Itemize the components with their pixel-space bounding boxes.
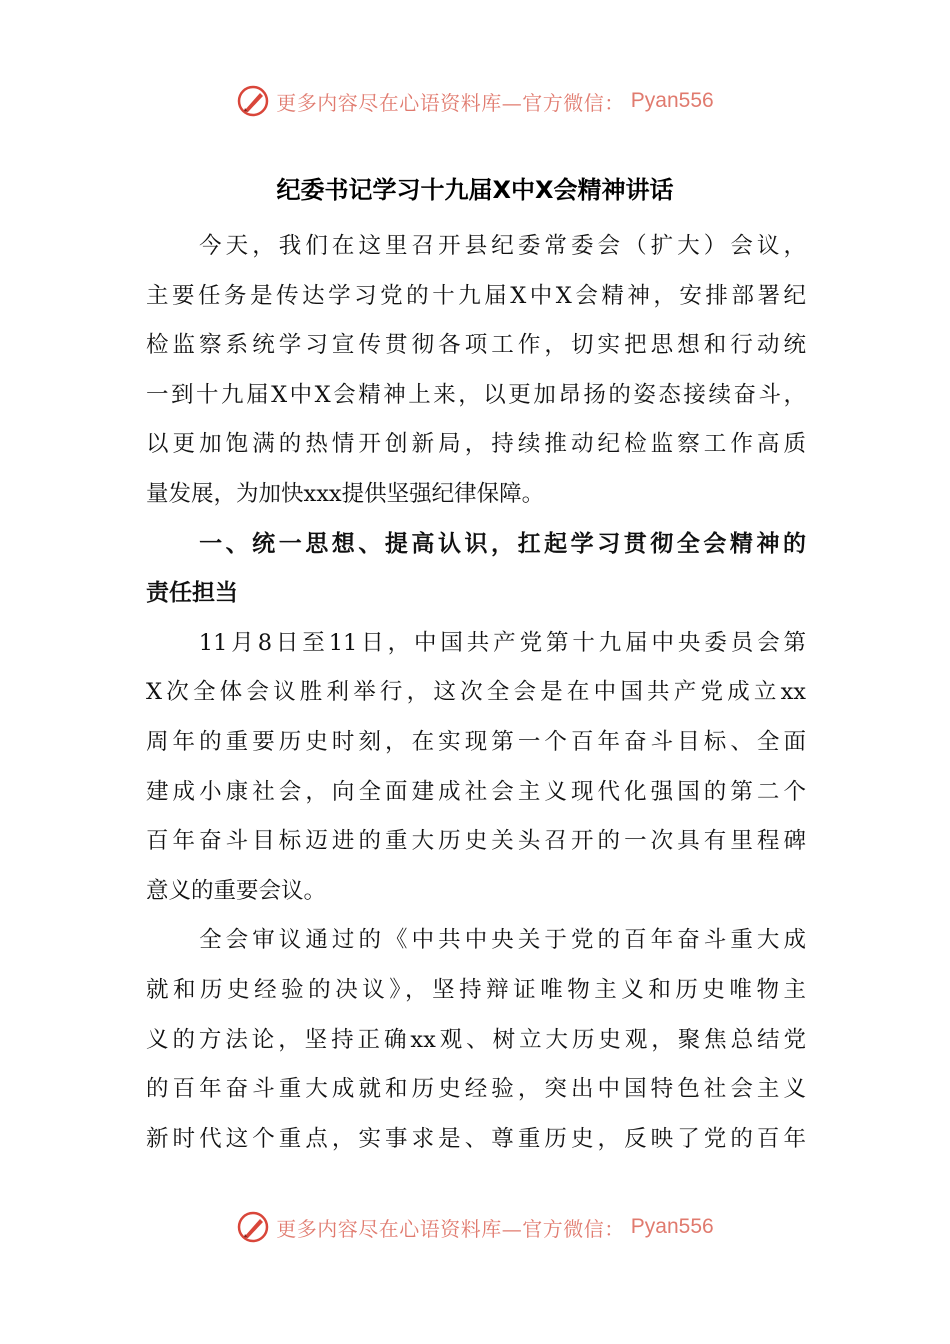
text-line: 新时代这个重点，实事求是、尊重历史，反映了党的百年: [146, 1125, 806, 1152]
watermark-wechat-id: Pyan556: [630, 89, 714, 112]
text-line: 周年的重要历史时刻，在实现第一个百年奋斗目标、全面: [146, 728, 806, 755]
document-title: 纪委书记学习十九届X中X会精神讲话: [276, 176, 674, 204]
text-line: 就和历史经验的决议》，坚持辩证唯物主义和历史唯物主: [146, 976, 806, 1003]
heading-line: 责任担当: [146, 580, 238, 607]
paragraph-intro: [146, 222, 806, 520]
watermark-banner-top: [0, 84, 950, 124]
watermark-wechat-id: Pyan556: [630, 1215, 714, 1238]
text-line: 检监察系统学习宣传贯彻各项工作，切实把思想和行动统: [146, 332, 806, 359]
heading-line: 一、统一思想、提高认识，扛起学习贯彻全会精神的: [146, 530, 806, 557]
text-line: 主要任务是传达学习党的十九届X中X会精神，安排部署纪: [146, 282, 806, 309]
text-line: 以更加饱满的热情开创新局，持续推动纪检监察工作高质: [146, 431, 806, 458]
text-line: 量发展，为加快xxx提供坚强纪律保障。: [146, 480, 545, 507]
watermark-text: 更多内容尽在心语资料库—官方微信：: [276, 90, 625, 115]
text-line: 意义的重要会议。: [146, 877, 327, 904]
section-heading-1: [146, 520, 806, 619]
paragraph-plenum: [146, 619, 806, 917]
text-line: 的百年奋斗重大成就和历史经验，突出中国特色社会主义: [146, 1076, 806, 1103]
watermark-text: 更多内容尽在心语资料库—官方微信：: [276, 1216, 625, 1241]
text-line: 建成小康社会，向全面建成社会主义现代化强国的第二个: [146, 778, 806, 805]
text-line: 全会审议通过的《中共中央关于党的百年奋斗重大成: [146, 927, 806, 954]
watermark-banner-bottom: [0, 1210, 950, 1250]
text-line: 义的方法论，坚持正确xx观、树立大历史观，聚焦总结党: [146, 1026, 806, 1053]
text-line: 百年奋斗目标迈进的重大历史关头召开的一次具有里程碑: [146, 828, 806, 855]
text-line: 今天，我们在这里召开县纪委常委会（扩大）会议，: [146, 233, 806, 259]
pen-logo-icon: [236, 84, 270, 118]
text-line: X次全体会议胜利举行，这次全会是在中国共产党成立xx: [146, 679, 806, 706]
text-line: 11月8日至11日，中国共产党第十九届中央委员会第: [146, 629, 806, 656]
paragraph-resolution: [146, 916, 806, 1164]
pen-logo-icon: [236, 1210, 270, 1244]
text-line: 一到十九届X中X会精神上来，以更加昂扬的姿态接续奋斗，: [146, 381, 806, 408]
document-body: [146, 222, 806, 1164]
